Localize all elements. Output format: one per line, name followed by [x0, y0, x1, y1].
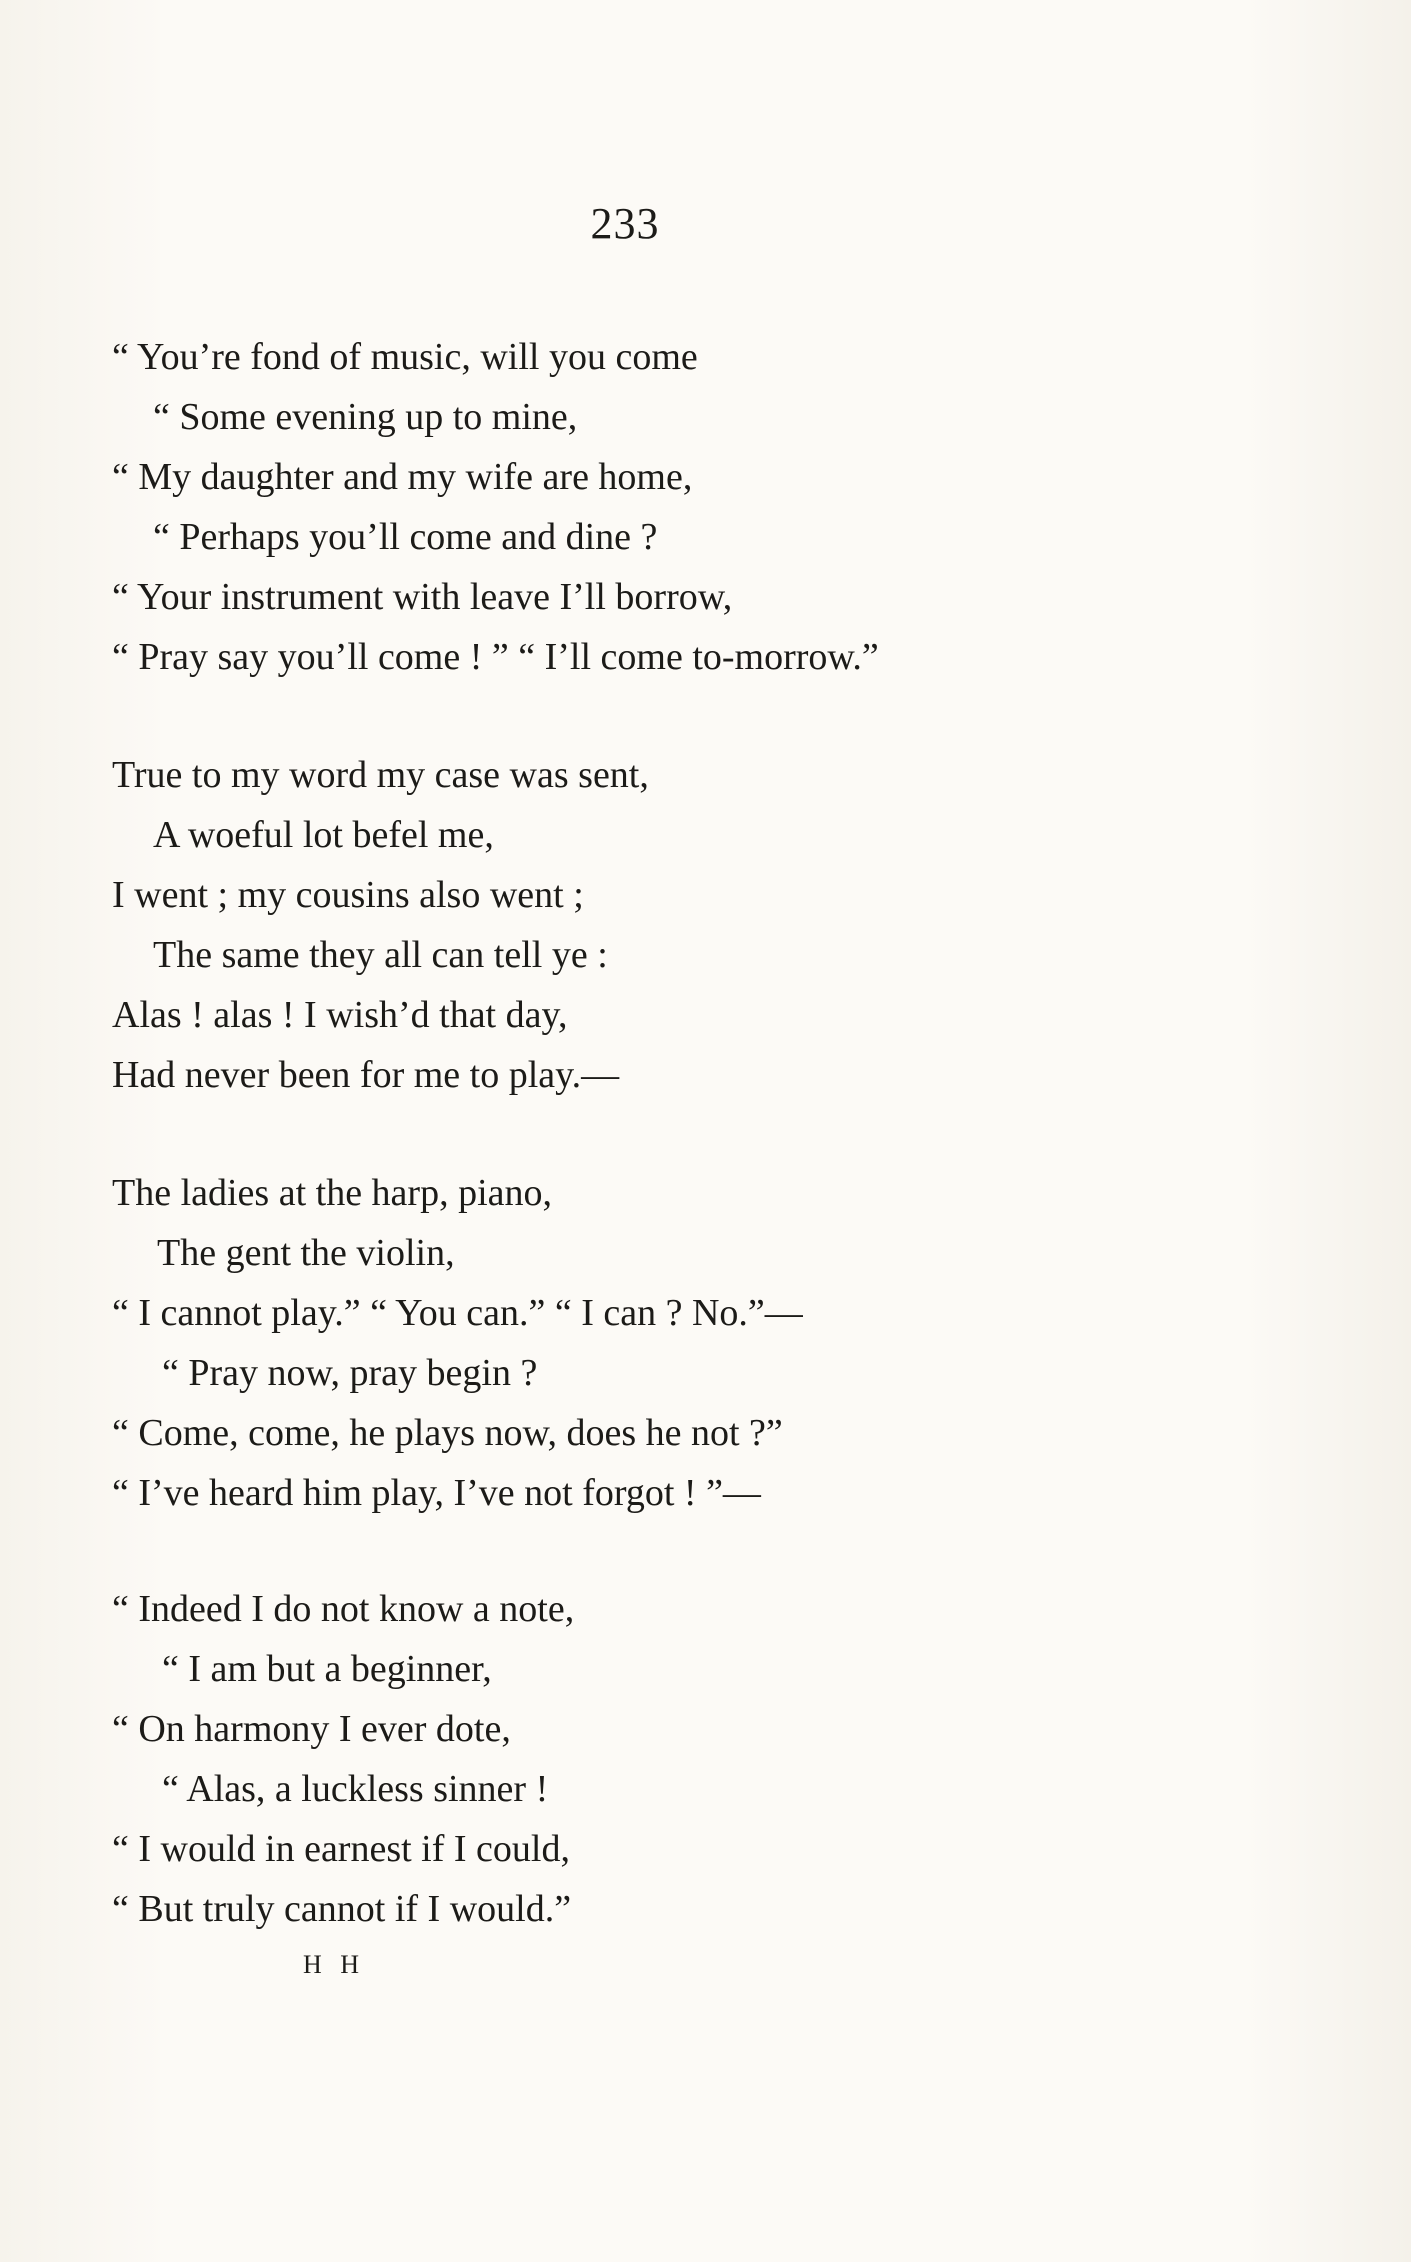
- poem-line: “ You’re fond of music, will you come: [112, 336, 698, 378]
- poem-line: “ Perhaps you’ll come and dine ?: [153, 516, 658, 558]
- poem-line: “ Come, come, he plays now, does he not ?”: [112, 1412, 783, 1454]
- poem-line: “ My daughter and my wife are home,: [112, 456, 693, 498]
- poem-line: “ Pray now, pray begin ?: [162, 1352, 538, 1394]
- poem-line: “ I’ve heard him play, I’ve not forgot ! ”—: [112, 1472, 761, 1514]
- poem-line: “ Alas, a luckless sinner !: [162, 1768, 549, 1810]
- poem-line: “ But truly cannot if I would.”: [112, 1888, 572, 1930]
- poem-line: The ladies at the harp, piano,: [112, 1172, 553, 1214]
- poem-line: True to my word my case was sent,: [112, 754, 649, 796]
- poem-line: “ On harmony I ever dote,: [112, 1708, 511, 1750]
- poem-line: “ I would in earnest if I could,: [112, 1828, 570, 1870]
- poem-line: “ Pray say you’ll come ! ” “ I’ll come to-morrow.”: [112, 636, 879, 678]
- poem-line: Alas ! alas ! I wish’d that day,: [112, 994, 568, 1036]
- poem-line: “ I am but a beginner,: [162, 1648, 492, 1690]
- poem-line: “ Some evening up to mine,: [153, 396, 578, 438]
- poem-line: I went ; my cousins also went ;: [112, 874, 584, 916]
- poem-line: “ Your instrument with leave I’ll borrow,: [112, 576, 733, 618]
- poem-line: The gent the violin,: [157, 1232, 455, 1274]
- page-number: 233: [590, 199, 660, 248]
- poem-line: “ Indeed I do not know a note,: [112, 1588, 575, 1630]
- signature-mark: H H: [303, 1950, 366, 1979]
- poem-line: “ I cannot play.” “ You can.” “ I can ? No.”—: [112, 1292, 803, 1334]
- poem-line: A woeful lot befel me,: [153, 814, 494, 856]
- poem-line: Had never been for me to play.—: [112, 1054, 620, 1096]
- poem-line: The same they all can tell ye :: [153, 934, 608, 976]
